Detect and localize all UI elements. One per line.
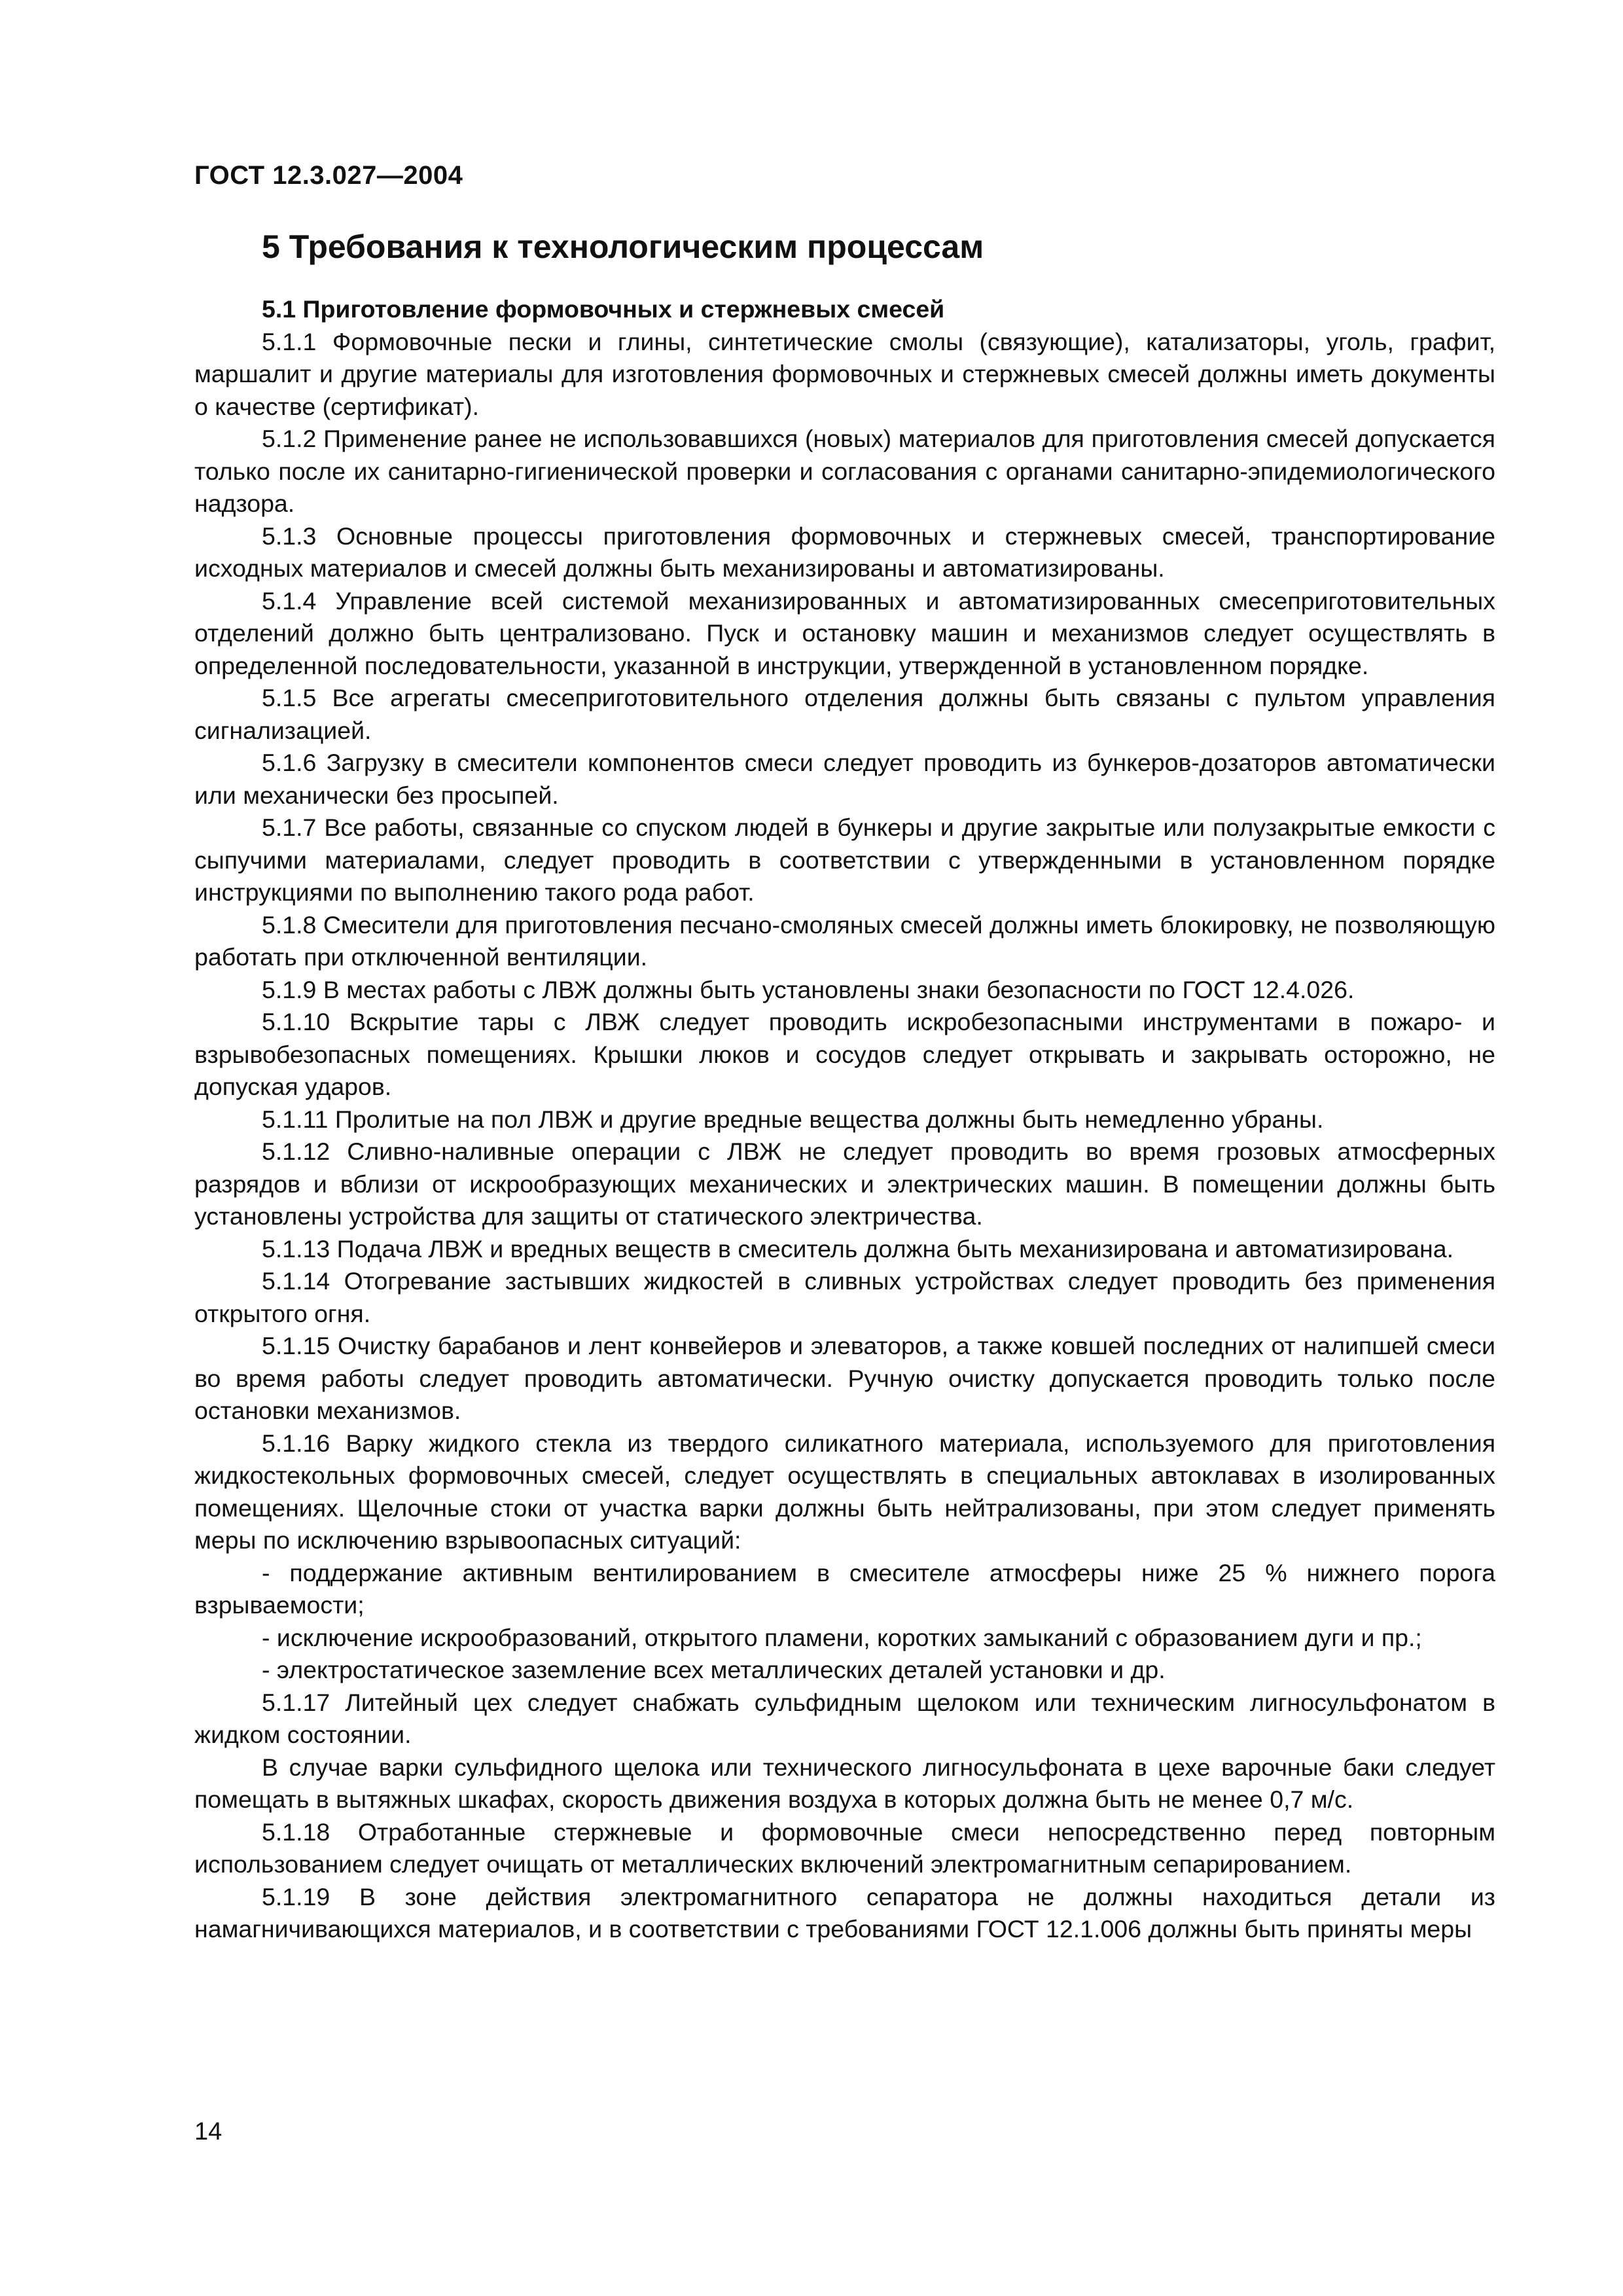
list-item: - поддержание активным вентилированием в смесителе атмосферы ниже 25 % нижнего порога взрываемости; xyxy=(194,1558,1495,1619)
paragraph-5-1-17: 5.1.17 Литейный цех следует снабжать сульфидным щелоком или техническим лигносульфонатом в жидком состоянии. xyxy=(194,1688,1495,1748)
paragraph-5-1-4: 5.1.4 Управление всей системой механизированных и автоматизированных смесеприготовительных отделений должно быть централизовано. Пуск и остановку машин и механизмов следует осуществлять в определенной последовательности, указанной в инструкции, утвержденной в установленном порядке. xyxy=(194,586,1495,679)
paragraph-5-1-7: 5.1.7 Все работы, связанные со спуском людей в бункеры и другие закрытые или полузакрытые емкости с сыпучими материалами, следует проводить в соответствии с утвержденными в установленном порядке инструкциями по выполнению такого рода работ. xyxy=(194,814,1495,906)
paragraph-5-1-2: 5.1.2 Применение ранее не использовавшихся (новых) материалов для приготовления смесей допускается только после их санитарно-гигиенической проверки и согласования с органами санитарно-эпидемиологического надзора. xyxy=(194,425,1495,517)
subsection-title: 5.1 Приготовление формовочных и стержневых смесей xyxy=(262,295,945,323)
paragraph-5-1-19: 5.1.19 В зоне действия электромагнитного сепаратора не должны находиться детали из намагничивающихся материалов, и в соответствии с требованиями ГОСТ 12.1.006 должны быть приняты меры xyxy=(194,1882,1495,1943)
list-item: - электростатическое заземление всех металлических деталей установки и др. xyxy=(262,1656,1166,1683)
page-number: 14 xyxy=(194,2118,223,2145)
paragraph-5-1-9: 5.1.9 В местах работы с ЛВЖ должны быть установлены знаки безопасности по ГОСТ 12.4.026. xyxy=(262,975,1355,1003)
paragraph-5-1-15: 5.1.15 Очистку барабанов и лент конвейеров и элеваторов, а также ковшей последних от налипшей смеси во время работы следует проводить автоматически. Ручную очистку допускается проводить только после остановки механизмов. xyxy=(194,1332,1495,1424)
paragraph-5-1-6: 5.1.6 Загрузку в смесители компонентов смеси следует проводить из бункеров-дозаторов автоматически или механически без просыпей. xyxy=(194,749,1495,809)
paragraph-5-1-14: 5.1.14 Отогревание застывших жидкостей в сливных устройствах следует проводить без применения открытого огня. xyxy=(194,1267,1495,1327)
paragraph-5-1-16: 5.1.16 Варку жидкого стекла из твердого силикатного материала, используемого для приготовления жидкостекольных формовочных смесей, следует осуществлять в специальных автоклавах в изолированных помещениях. Щелочные стоки от участка варки должны быть нейтрализованы, при этом следует применять меры по исключению взрывоопасных ситуаций: xyxy=(194,1429,1495,1554)
paragraph-5-1-13: 5.1.13 Подача ЛВЖ и вредных веществ в смеситель должна быть механизирована и автоматизирована. xyxy=(262,1234,1454,1263)
paragraph-5-1-1: 5.1.1 Формовочные пески и глины, синтетические смолы (связующие), катализаторы, уголь, графит, маршалит и другие материалы для изготовления формовочных и стержневых смесей должны иметь документы о качестве (сертификат). xyxy=(194,327,1495,420)
section-body xyxy=(194,293,1495,1946)
paragraph-5-1-11: 5.1.11 Пролитые на пол ЛВЖ и другие вредные вещества должны быть немедленно убраны. xyxy=(262,1105,1324,1133)
paragraph-5-1-12: 5.1.12 Сливно-наливные операции с ЛВЖ не следует проводить во время грозовых атмосферных разрядов и вблизи от искрообразующих механических и электрических машин. В помещении должны быть установлены устройства для защиты от статического электричества. xyxy=(194,1138,1495,1230)
paragraph-5-1-17-continued: В случае варки сульфидного щелока или технического лигносульфоната в цехе варочные баки следует помещать в вытяжных шкафах, скорость движения воздуха в которых должна быть не менее 0,7 м/с. xyxy=(194,1753,1495,1813)
section-title: 5 Требования к технологическим процессам xyxy=(262,228,984,265)
paragraph-5-1-3: 5.1.3 Основные процессы приготовления формовочных и стержневых смесей, транспортирование исходных материалов и смесей должны быть механизированы и автоматизированы. xyxy=(194,522,1495,582)
paragraph-5-1-10: 5.1.10 Вскрытие тары с ЛВЖ следует проводить искробезопасными инструментами в пожаро- и взрывобезопасных помещениях. Крышки люков и сосудов следует открывать и закрывать осторожно, не допуская ударов. xyxy=(194,1008,1495,1100)
list-item: - исключение искрообразований, открытого пламени, коротких замыканий с образованием дуги и пр.; xyxy=(262,1623,1422,1651)
paragraph-5-1-5: 5.1.5 Все агрегаты смесеприготовительного отделения должны быть связаны с пультом управления сигнализацией. xyxy=(194,684,1495,744)
paragraph-5-1-18: 5.1.18 Отработанные стержневые и формовочные смеси непосредственно перед повторным использованием следует очищать от металлических включений электромагнитным сепарированием. xyxy=(194,1818,1495,1878)
standard-header: ГОСТ 12.3.027—2004 xyxy=(194,161,463,190)
paragraph-5-1-8: 5.1.8 Смесители для приготовления песчано-смоляных смесей должны иметь блокировку, не позволяющую работать при отключенной вентиляции. xyxy=(194,910,1495,971)
